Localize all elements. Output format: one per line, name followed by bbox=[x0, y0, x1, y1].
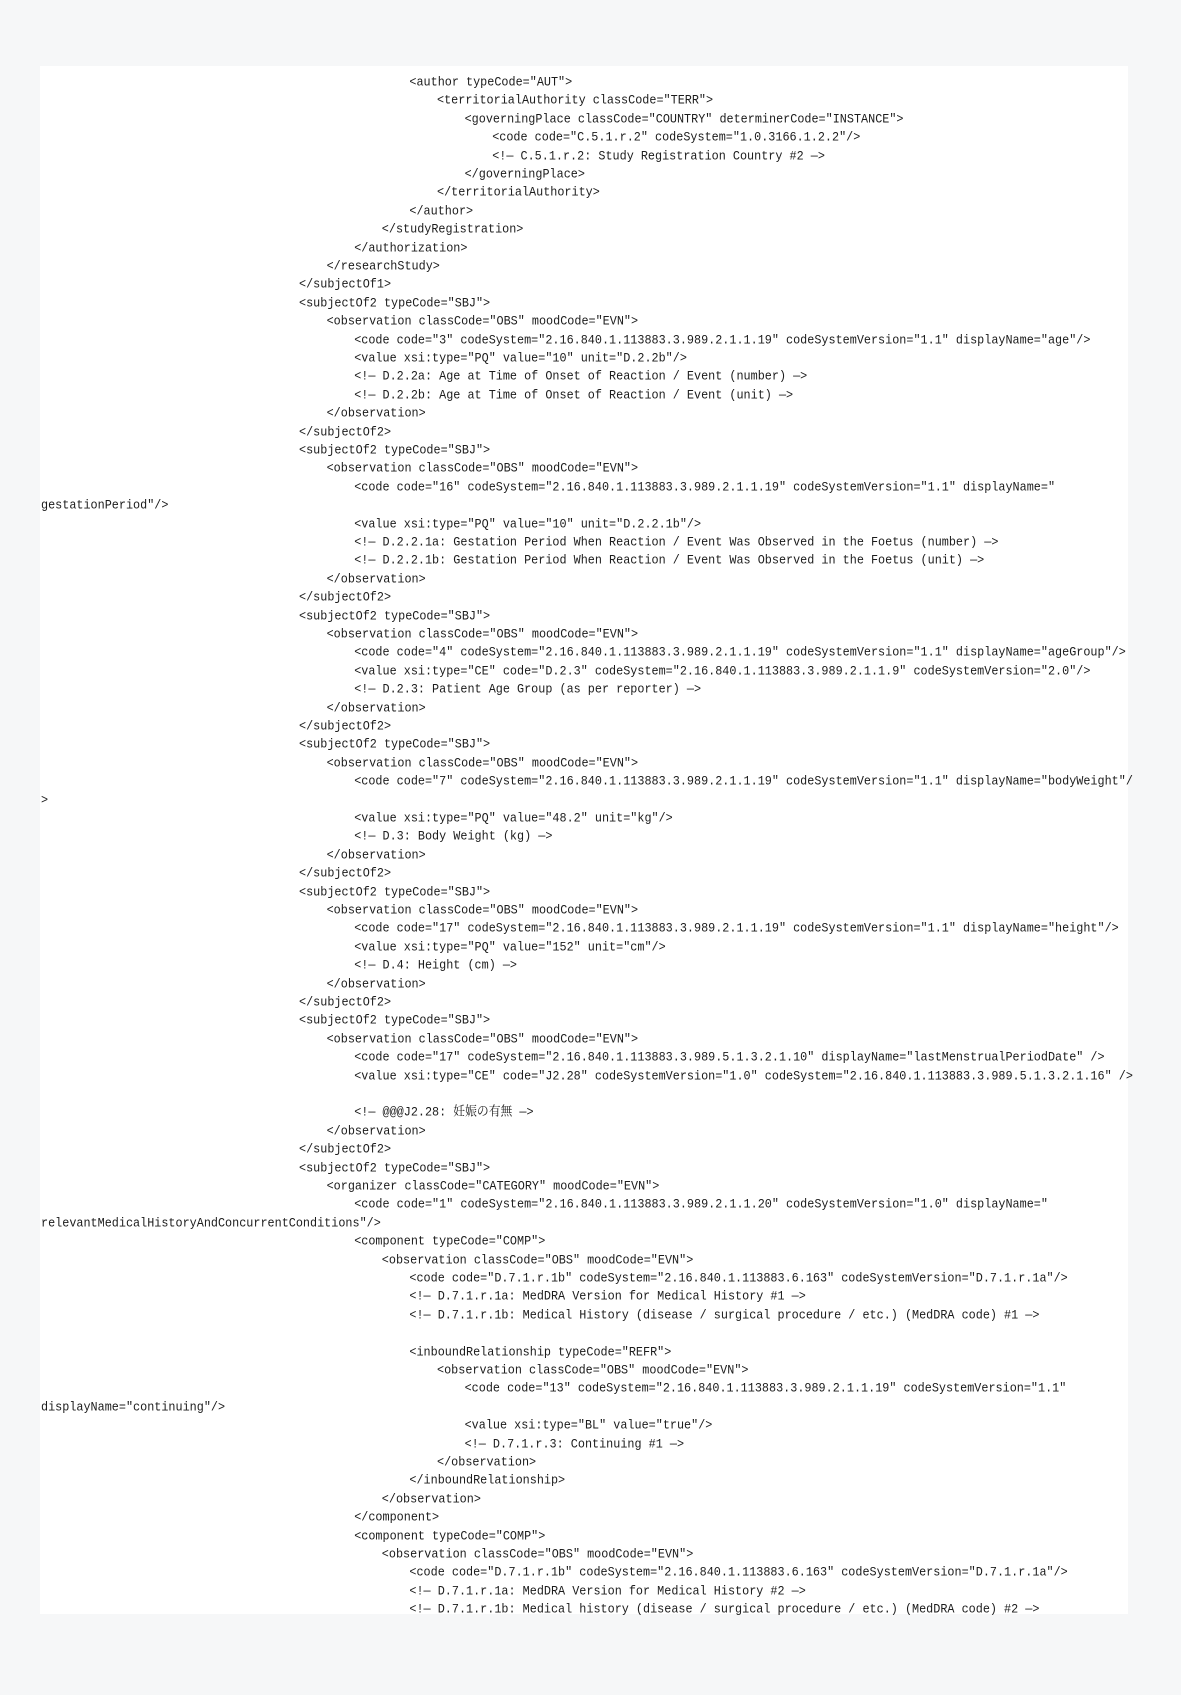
xml-wrapped-line: gestationPeriod"/> bbox=[41, 497, 169, 514]
xml-comment-line: <!— D.2.2.1b: Gestation Period When Reaction / Event Was Observed in the Foetus (unit) —> bbox=[354, 552, 985, 569]
xml-comment-line: <!— D.3: Body Weight (kg) —> bbox=[354, 828, 553, 845]
xml-code-line: </subjectOf2> bbox=[299, 589, 392, 606]
xml-code-line: </inboundRelationship> bbox=[409, 1472, 566, 1489]
xml-code-line: <value xsi:type="CE" code="D.2.3" codeSystem="2.16.840.1.113883.3.989.2.1.1.9" codeSystemVersion="2.0"/> bbox=[354, 662, 1091, 679]
xml-comment-line: <!— D.4: Height (cm) —> bbox=[354, 957, 518, 974]
xml-code-line: </observation> bbox=[326, 1122, 426, 1139]
xml-code-line: </component> bbox=[354, 1509, 440, 1526]
xml-code-line: <code code="1" codeSystem="2.16.840.1.113883.3.989.2.1.1.20" codeSystemVersion="1.0" displayName=" bbox=[354, 1196, 1048, 1213]
xml-comment-line: <!— D.7.1.r.1b: Medical History (disease / surgical procedure / etc.) (MedDRA code) #1 —> bbox=[409, 1306, 1040, 1323]
xml-code-line: </governingPlace> bbox=[464, 166, 585, 182]
xml-code-line: <inboundRelationship typeCode="REFR"> bbox=[409, 1343, 672, 1360]
xml-code-line: <subjectOf2 typeCode="SBJ"> bbox=[299, 294, 491, 311]
xml-code-line: <organizer classCode="CATEGORY" moodCode="EVN"> bbox=[326, 1178, 660, 1194]
xml-code-line: <code code="16" codeSystem="2.16.840.1.113883.3.989.2.1.1.19" codeSystemVersion="1.1" displayName=" bbox=[354, 478, 1056, 495]
xml-wrapped-line: > bbox=[41, 791, 49, 808]
xml-wrapped-line: displayName="continuing"/> bbox=[41, 1398, 226, 1415]
xml-code-line: </subjectOf2> bbox=[299, 423, 392, 440]
xml-code-line: </subjectOf2> bbox=[299, 865, 392, 882]
xml-code-line: <observation classCode="OBS" moodCode="EVN"> bbox=[326, 1030, 639, 1047]
xml-code-line: <subjectOf2 typeCode="SBJ"> bbox=[299, 1159, 491, 1176]
xml-comment-line: <!— D.2.2b: Age at Time of Onset of Reaction / Event (unit) —> bbox=[354, 386, 794, 403]
xml-code-line: </subjectOf1> bbox=[299, 276, 392, 293]
xml-comment-line: <!— D.2.2a: Age at Time of Onset of Reaction / Event (number) —> bbox=[354, 368, 808, 385]
xml-code-line: <subjectOf2 typeCode="SBJ"> bbox=[299, 442, 491, 458]
xml-code-line: <code code="D.7.1.r.1b" codeSystem="2.16.840.1.113883.6.163" codeSystemVersion="D.7.1.r.1a"/> bbox=[409, 1270, 1068, 1286]
xml-comment-line: <!— @@@J2.28: 妊娠の有無 —> bbox=[354, 1104, 534, 1121]
xml-code-line: <observation classCode="OBS" moodCode="EVN"> bbox=[381, 1251, 694, 1268]
xml-code-line: </observation> bbox=[326, 975, 426, 992]
xml-code-line: <territorialAuthority classCode="TERR"> bbox=[437, 92, 714, 109]
xml-code-line: </observation> bbox=[381, 1490, 481, 1507]
xml-code-line: </subjectOf2> bbox=[299, 1141, 392, 1158]
xml-code-line: </researchStudy> bbox=[326, 258, 440, 274]
xml-code-line: </observation> bbox=[437, 1454, 537, 1470]
xml-code-line: <governingPlace classCode="COUNTRY" determinerCode="INSTANCE"> bbox=[464, 110, 904, 127]
xml-code-line: </territorialAuthority> bbox=[437, 184, 600, 201]
xml-comment-line: <!— D.2.3: Patient Age Group (as per reporter) —> bbox=[354, 681, 702, 698]
xml-code-line: <code code="C.5.1.r.2" codeSystem="1.0.3166.1.2.2"/> bbox=[492, 129, 861, 146]
xml-code-line: </subjectOf2> bbox=[299, 994, 392, 1010]
xml-code-line: <observation classCode="OBS" moodCode="EVN"> bbox=[326, 460, 639, 477]
xml-code-line: <value xsi:type="PQ" value="10" unit="D.2.2.1b"/> bbox=[354, 515, 702, 532]
xml-code-line: </observation> bbox=[326, 846, 426, 863]
xml-code-line: <value xsi:type="CE" code="J2.28" codeSystemVersion="1.0" codeSystem="2.16.840.1.113883.3.989.5.1.3.2.1.16" /> bbox=[354, 1067, 1133, 1084]
xml-wrapped-line: relevantMedicalHistoryAndConcurrentConditions"/> bbox=[41, 1214, 381, 1231]
xml-code-line: <observation classCode="OBS" moodCode="EVN"> bbox=[326, 902, 639, 918]
xml-code-line: <author typeCode="AUT"> bbox=[409, 74, 573, 90]
xml-code-line: <code code="17" codeSystem="2.16.840.1.113883.3.989.5.1.3.2.1.10" displayName="lastMenstrualPeriodDate" /> bbox=[354, 1049, 1105, 1066]
xml-code-line: </authorization> bbox=[354, 239, 468, 256]
xml-code-line: <code code="3" codeSystem="2.16.840.1.113883.3.989.2.1.1.19" codeSystemVersion="1.1" displayName="age"/> bbox=[354, 331, 1091, 348]
xml-code-line: <observation classCode="OBS" moodCode="EVN"> bbox=[326, 754, 639, 771]
xml-document-page bbox=[40, 66, 1133, 1618]
xml-code-line: <observation classCode="OBS" moodCode="EVN"> bbox=[326, 313, 639, 330]
xml-code-line: <subjectOf2 typeCode="SBJ"> bbox=[299, 883, 491, 900]
xml-comment-line: <!— D.7.1.r.1a: MedDRA Version for Medical History #1 —> bbox=[409, 1288, 806, 1305]
xml-code-line: <code code="7" codeSystem="2.16.840.1.113883.3.989.2.1.1.19" codeSystemVersion="1.1" displayName="bodyWeight"/ bbox=[354, 773, 1133, 790]
xml-code-line: </observation> bbox=[326, 699, 426, 716]
xml-code-line: <code code="D.7.1.r.1b" codeSystem="2.16.840.1.113883.6.163" codeSystemVersion="D.7.1.r.1a"/> bbox=[409, 1564, 1068, 1581]
xml-code-line: <component typeCode="COMP"> bbox=[354, 1527, 546, 1544]
xml-code-line: <observation classCode="OBS" moodCode="EVN"> bbox=[437, 1362, 749, 1378]
xml-code-line: <code code="13" codeSystem="2.16.840.1.113883.3.989.2.1.1.19" codeSystemVersion="1.1" bbox=[464, 1380, 1067, 1397]
xml-code-line: </studyRegistration> bbox=[381, 221, 524, 238]
xml-code-line: <value xsi:type="PQ" value="48.2" unit="kg"/> bbox=[354, 810, 673, 826]
xml-code-line: <subjectOf2 typeCode="SBJ"> bbox=[299, 736, 491, 753]
xml-comment-line: <!— D.7.1.r.3: Continuing #1 —> bbox=[464, 1435, 685, 1452]
xml-code-line: <component typeCode="COMP"> bbox=[354, 1233, 546, 1250]
xml-code-line: <code code="4" codeSystem="2.16.840.1.113883.3.989.2.1.1.19" codeSystemVersion="1.1" displayName="ageGroup"/> bbox=[354, 644, 1126, 661]
xml-code-line: </subjectOf2> bbox=[299, 718, 392, 734]
xml-comment-line: <!— D.7.1.r.1a: MedDRA Version for Medical History #2 —> bbox=[409, 1582, 806, 1599]
xml-code-line: <subjectOf2 typeCode="SBJ"> bbox=[299, 1012, 491, 1029]
xml-code-line: </observation> bbox=[326, 405, 426, 422]
xml-code-line: </observation> bbox=[326, 570, 426, 587]
xml-code-line: <value xsi:type="BL" value="true"/> bbox=[464, 1417, 713, 1434]
xml-code-line: <observation classCode="OBS" moodCode="EVN"> bbox=[381, 1546, 694, 1562]
xml-comment-line: <!— C.5.1.r.2: Study Registration Country #2 —> bbox=[492, 147, 825, 164]
xml-code-line: <observation classCode="OBS" moodCode="EVN"> bbox=[326, 626, 639, 642]
xml-comment-line: <!— D.7.1.r.1b: Medical history (disease / surgical procedure / etc.) (MedDRA code) #2 —> bbox=[409, 1601, 1040, 1618]
xml-comment-line: <!— D.2.2.1a: Gestation Period When Reaction / Event Was Observed in the Foetus (number) —> bbox=[354, 534, 999, 550]
xml-code-line: <value xsi:type="PQ" value="152" unit="cm"/> bbox=[354, 938, 666, 955]
xml-code-line: </author> bbox=[409, 202, 474, 219]
xml-code-line: <subjectOf2 typeCode="SBJ"> bbox=[299, 607, 491, 624]
xml-code-line: <code code="17" codeSystem="2.16.840.1.113883.3.989.2.1.1.19" codeSystemVersion="1.1" displayName="height"/> bbox=[354, 920, 1119, 937]
xml-code-line: <value xsi:type="PQ" value="10" unit="D.2.2b"/> bbox=[354, 350, 687, 366]
